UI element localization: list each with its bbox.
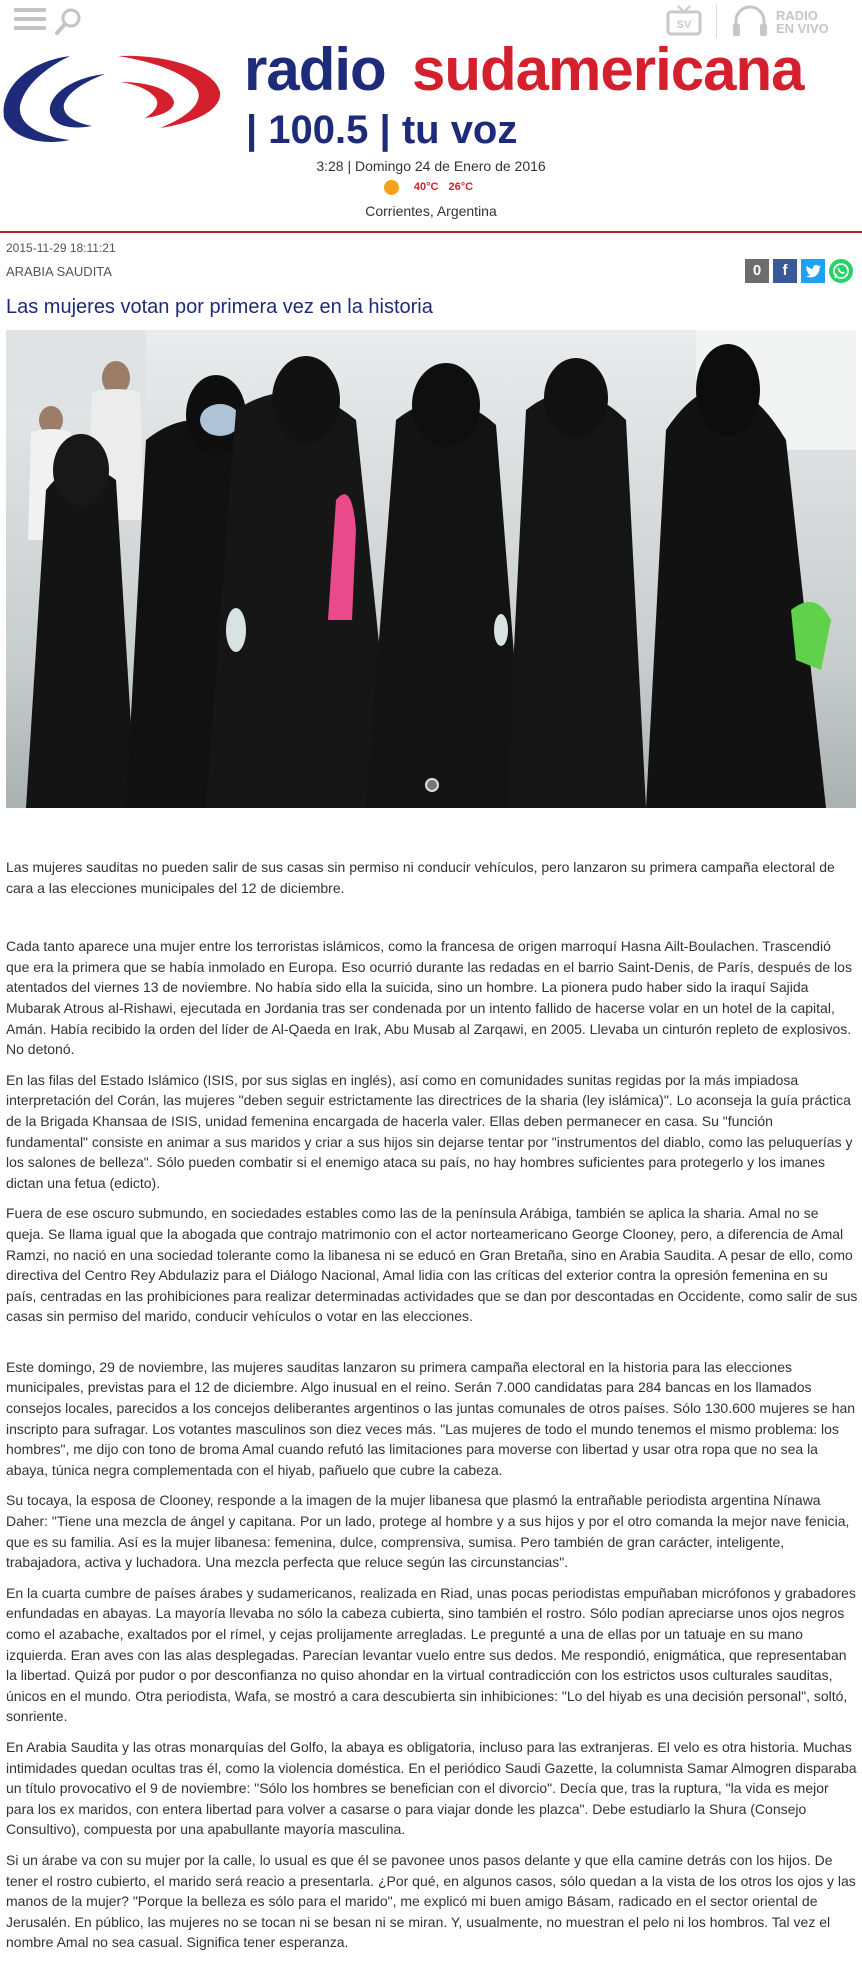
site-logo[interactable] xyxy=(0,36,862,160)
article-paragraph: Su tocaya, la esposa de Clooney, responde a la imagen de la mujer libanesa que plasmó la entrañable periodista argentina Nínawa Daher: "Tiene una mezcla de ángel y capitana. Por un lado, protege al hombre y a sus hijos y por el otro comanda la mejor nave fenicia, que es su familia. Así es la mujer libanesa: femenina, dulce, comprensiva, sumisa. Pero también de gran carácter, inteligente, trabajadora, activa y luchadora. Una mezcla perfecta que reluce según las circunstancias". xyxy=(6,1492,850,1571)
article-paragraph: Si un árabe va con su mujer por la calle, lo usual es que él se pavonee unos pasos delante y que ella camine detrás con los hijos. De tener el rostro cubierto, el marido será reacio a presentarla. ¿Por qué, en algunos casos, sólo quedan a la vista de los otros los ojos y las manos de la mujer? "Porque la belleza es sólo para el marido", me explicó mi buen amigo Básam, radicado en el sector oriental de Jerusalén. En público, las mujeres no se tocan ni se besan ni se miran. Y, usualmente, no muestran el pelo ni los hombros. Tal vez el nombre Amal no sea casual. Significa tener esperanza. xyxy=(6,1851,856,1951)
article-body xyxy=(6,857,858,1963)
radio-live-label-1: RADIO xyxy=(776,8,818,23)
current-date: | Domingo 24 de Enero de 2016 xyxy=(347,158,546,174)
article-paragraph: Cada tanto aparece una mujer entre los terroristas islámicos, como la francesa de origen marroquí Hasna Ailt-Boulachen. Trascendió que era la primera que se había inmolado en Europa. Eso ocurrió durante las redadas en el barrio Saint-Denis, de París, después de los atentados del viernes 13 de noviembre. No había sido ella la suicida, sino un hombre. La pionera pudo haber sido la iraquí Sajida Mubarak Atrous al-Rishawi, ejecutada en Jordania tras ser condenada por un intento fallido de hacerse volar en un hotel de la capital, Amán. Había recibido la orden del líder de Al-Qaeda en Irak, Abu Musab al Zarqawi, en 2005. Llevaba un cinturón repleto de explosivos. No detonó. xyxy=(6,938,852,1058)
date-line xyxy=(0,158,862,174)
search-icon[interactable] xyxy=(54,7,84,37)
article-paragraph: En las filas del Estado Islámico (ISIS, por sus siglas en inglés), así como en comunidades sunitas regidas por la más impiadosa interpretación del Corán, las mujeres "deben seguir estrictamente las directrices de la sharia (ley islámica)". Lo aconseja la guía práctica de la Brigada Khansaa de ISIS, unidad femenina encargada de hacerla valer. Ellas deben permanecer en casa. Su "función fundamental" consiste en animar a sus maridos y criar a sus hijos sin dejarse tentar por "instrumentos del diablo, como las peluquerías y los salones de belleza". Sólo pueden combatir si el enemigo ataca su país, no hay hombres suficientes para protegerlo y los imanes dictan una fetua (edicto). xyxy=(6,1071,853,1191)
current-time: 3:28 xyxy=(316,158,344,174)
location: Corrientes, Argentina xyxy=(365,203,497,219)
article-paragraph: En la cuarta cumbre de países árabes y sudamericanos, realizada en Riad, unas pocas periodistas empuñaban micrófonos y grabadores enfundadas en abayas. La mayoría llevaba no sólo la cabeza cubierta, sino también el rostro. Sólo podían apreciarse unos ojos negros como el azabache, exaltados por el rímel, y cejas prolijamente arregladas. Le pregunté a una de ellas por un tatuaje en su mano izquierda. Eran aves con las alas desplegadas. Parecían levantar vuelo entre sus dedos. Me respondió, enigmática, que representaban la libertad. Quizá por pudor o por desconfianza no quiso ahondar en la virtual contradicción con los estrictos usos culturales sauditas, únicos en el mundo. Otra periodista, Wafa, se mostró a cara descubierta sin inhibiciones: "Lo del hiyab es una decisión personal", soltó, sonriente. xyxy=(6,1584,856,1725)
logo-arcs-icon xyxy=(0,48,230,158)
share-count: 0 xyxy=(745,259,769,283)
article-paragraph: En Arabia Saudita y las otras monarquías del Golfo, la abaya es obligatoria, incluso para las extranjeras. El velo es otra historia. Muchas intimidades quedan ocultas tras él, como la violencia doméstica. En el periódico Saudi Gazette, la columnista Samar Almogren disparaba un título provocativo el 9 de noviembre: "Sólo los hombres se benefician con el divorcio". Decía que, tras la ruptura, "la vida es mejor para los ex maridos, con entera libertad para volver a casarse o para viajar donde les plazca". Debe estudiarlo la Shura (Consejo Consultivo), compuesta por una apabullante mayoría masculina. xyxy=(6,1738,857,1838)
slider-dot[interactable] xyxy=(425,778,439,792)
menu-icon[interactable] xyxy=(14,8,46,34)
svg-text:SV: SV xyxy=(676,19,692,31)
header-divider xyxy=(716,4,717,38)
radio-live-label-2: EN VIVO xyxy=(776,21,829,36)
article-title: Las mujeres votan por primera vez en la historia xyxy=(6,296,433,318)
tv-icon[interactable] xyxy=(666,4,702,38)
article-photo[interactable] xyxy=(6,330,856,808)
twitter-icon[interactable] xyxy=(801,259,825,283)
women-in-abayas-image xyxy=(6,330,856,808)
temp-max: 40°C xyxy=(413,181,439,194)
article-lead: Las mujeres sauditas no pueden salir de sus casas sin permiso ni conducir vehículos, pero lanzaron su primera campaña electoral de cara a las elecciones municipales del 12 de diciembre. xyxy=(6,859,835,896)
brand-word-radio: radio xyxy=(244,36,386,103)
weather xyxy=(0,180,862,195)
sun-icon xyxy=(384,180,399,195)
brand-tagline: | 100.5 | tu voz xyxy=(246,108,518,152)
facebook-icon[interactable]: f xyxy=(773,259,797,283)
header-rule xyxy=(0,231,862,233)
article-datetime: 2015-11-29 18:11:21 xyxy=(6,241,116,255)
brand-word-sudamericana: sudamericana xyxy=(412,36,804,103)
whatsapp-icon[interactable] xyxy=(829,259,853,283)
article-category[interactable]: ARABIA SAUDITA xyxy=(6,264,112,279)
article-paragraph: Este domingo, 29 de noviembre, las mujeres sauditas lanzaron su primera campaña electoral en la historia para las elecciones municipales, previstas para el 12 de diciembre. Algo inusual en el reino. Serán 7.000 candidatas para 284 bancas en los llamados consejos locales, parecidos a los concejos deliberantes argentinos o las juntas comunales de otros países. Sólo 130.600 mujeres se han inscripto para sufragar. Los votantes masculinos son diez veces más. "Las mujeres de todo el mundo tenemos el mismo problema: los hombres", me dijo con tono de broma Amal cuando refutó las limitaciones para moverse con libertad y usar otra ropa que no sea la abaya, túnica negra complementada con el hiyab, pañuelo que cubre la cabeza. xyxy=(6,1358,856,1478)
temp-min: 26°C xyxy=(448,181,474,194)
article-paragraph: Fuera de ese oscuro submundo, en sociedades estables como las de la península Arábiga, también se aplica la sharia. Amal no se queja. Se llama igual que la abogada que contrajo matrimonio con el actor norteamericano George Clooney, pero, a diferencia de Amal Ramzi, no nació en una sociedad tolerante como la libanesa ni se educó en Gran Bretaña, sino en Arabia Saudita. A pesar de ello, como directiva del Centro Rey Abdulaziz para el Diálogo Nacional, Amal lidia con las críticas del exterior contra la opresión femenina en su país, centradas en las prohibiciones para realizar determinadas actividades que se dan por descontadas en Occidente, como salir de sus casas sin permiso del marido, conducir vehículos o votar en las elecciones. xyxy=(6,1205,858,1325)
